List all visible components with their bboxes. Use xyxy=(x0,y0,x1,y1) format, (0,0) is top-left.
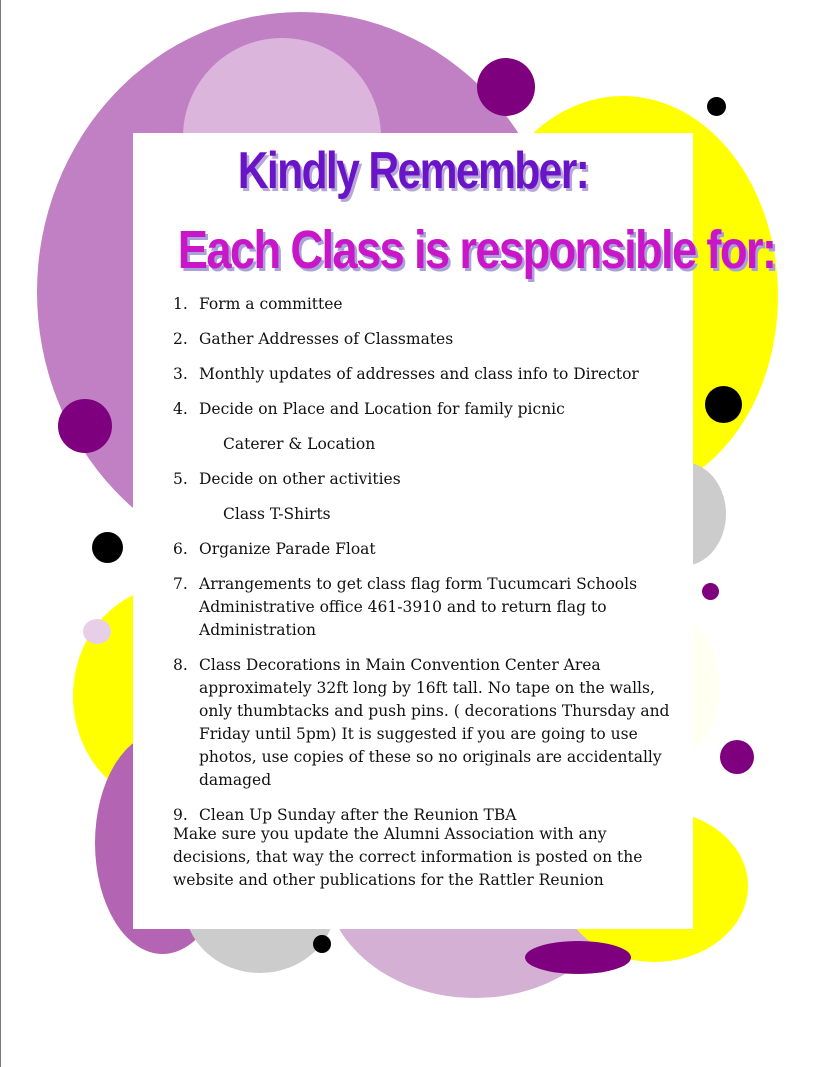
black-dot-left xyxy=(92,532,123,563)
title-line-1: Kindly Remember: xyxy=(237,142,589,200)
list-subitem: Class T-Shirts xyxy=(223,505,331,523)
list-item: 6. Organize Parade Float xyxy=(173,540,376,558)
list-item: 2. Gather Addresses of Classmates xyxy=(173,330,454,348)
content-panel xyxy=(133,133,776,929)
black-dot-bottom xyxy=(313,935,331,953)
page-edge xyxy=(0,0,1,1067)
list-item: 1. Form a committee xyxy=(173,295,343,313)
purple-oval-bottom xyxy=(525,941,631,974)
list-item: 7. Arrangements to get class flag form Tucumcari Schools Administrative office 461-3910 and to return flag to Administration xyxy=(173,575,638,639)
responsibility-list xyxy=(173,293,673,839)
list-item: 8. Class Decorations in Main Convention Center Area approximately 32ft long by 16ft tall. No tape on the walls, only thumbtacks and push pins. ( decorations Thursday and Friday until 5pm) It is suggested if you are going to use photos, use copies of these so no originals are accidentally damaged xyxy=(173,656,670,789)
list-item: 9. Clean Up Sunday after the Reunion TBA xyxy=(173,806,517,824)
list-item: 4. Decide on Place and Location for family picnic xyxy=(173,400,565,418)
purple-dot-right xyxy=(720,740,754,774)
pale-dot-left xyxy=(83,619,111,644)
black-dot-top-right xyxy=(707,97,726,116)
list-subitem: Caterer & Location xyxy=(223,435,376,453)
black-dot-right xyxy=(705,386,742,423)
footer-note: Make sure you update the Alumni Association with any decisions, that way the correct information is posted on the website and other publications for the Rattler Reunion xyxy=(173,825,643,889)
list-item: 5. Decide on other activities xyxy=(173,470,401,488)
purple-dot-small-right xyxy=(702,583,719,600)
purple-dot-top xyxy=(477,58,535,116)
list-item: 3. Monthly updates of addresses and class info to Director xyxy=(173,365,639,383)
purple-dot-left xyxy=(58,399,112,453)
title-line-2: Each Class is responsible for: xyxy=(177,220,776,280)
